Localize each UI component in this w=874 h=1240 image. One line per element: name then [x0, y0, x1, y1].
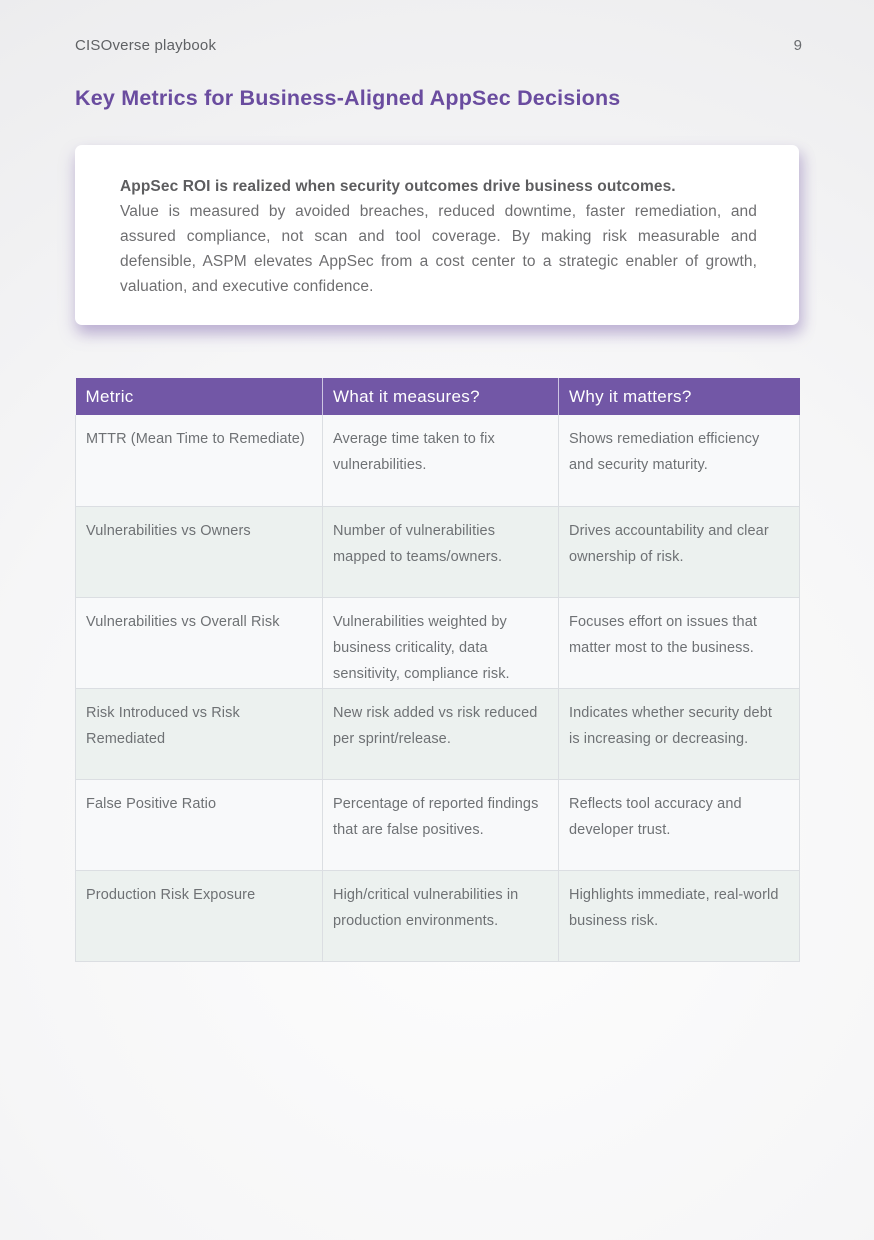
document-name: CISOverse playbook	[75, 37, 217, 54]
matters-cell: Reflects tool accuracy and developer trust.	[559, 779, 800, 870]
measures-cell: Average time taken to fix vulnerabilities.	[323, 415, 559, 506]
matters-cell: Focuses effort on issues that matter most to the business.	[559, 597, 800, 688]
metric-cell: Production Risk Exposure	[76, 870, 323, 961]
table-row	[76, 688, 800, 779]
matters-cell: Drives accountability and clear ownership of risk.	[559, 506, 800, 597]
measures-cell: Percentage of reported findings that are false positives.	[323, 779, 559, 870]
matters-cell: Shows remediation efficiency and security maturity.	[559, 415, 800, 506]
table-row	[76, 415, 800, 506]
page-title: Key Metrics for Business-Aligned AppSec Decisions	[75, 86, 621, 110]
column-header: Why it matters?	[559, 378, 800, 415]
table-row	[76, 506, 800, 597]
metric-cell: Risk Introduced vs Risk Remediated	[76, 688, 323, 779]
column-header: What it measures?	[323, 378, 559, 415]
measures-cell: High/critical vulnerabilities in production environments.	[323, 870, 559, 961]
table-row	[76, 870, 800, 961]
callout-box	[75, 145, 799, 325]
metric-cell: MTTR (Mean Time to Remediate)	[76, 415, 323, 506]
table-row	[76, 779, 800, 870]
page-number: 9	[793, 37, 802, 54]
callout-lead-sentence: AppSec ROI is realized when security outcomes drive business outcomes.	[120, 178, 676, 195]
metric-cell: Vulnerabilities vs Owners	[76, 506, 323, 597]
page-header	[75, 37, 802, 54]
measures-cell: Vulnerabilities weighted by business criticality, data sensitivity, compliance risk.	[323, 597, 559, 688]
metric-cell: Vulnerabilities vs Overall Risk	[76, 597, 323, 688]
metrics-table	[75, 378, 800, 962]
table-row	[76, 597, 800, 688]
callout-body-text: Value is measured by avoided breaches, reduced downtime, faster remediation, and assured compliance, not scan and tool coverage. By making risk measurable and defensible, ASPM elevates AppSec from a cost center to a strategic enabler of growth, valuation, and executive confidence.	[120, 203, 757, 295]
matters-cell: Indicates whether security debt is increasing or decreasing.	[559, 688, 800, 779]
measures-cell: Number of vulnerabilities mapped to teams/owners.	[323, 506, 559, 597]
column-header: Metric	[76, 378, 323, 415]
measures-cell: New risk added vs risk reduced per sprint/release.	[323, 688, 559, 779]
matters-cell: Highlights immediate, real-world business risk.	[559, 870, 800, 961]
table-header-row	[76, 378, 800, 415]
metric-cell: False Positive Ratio	[76, 779, 323, 870]
